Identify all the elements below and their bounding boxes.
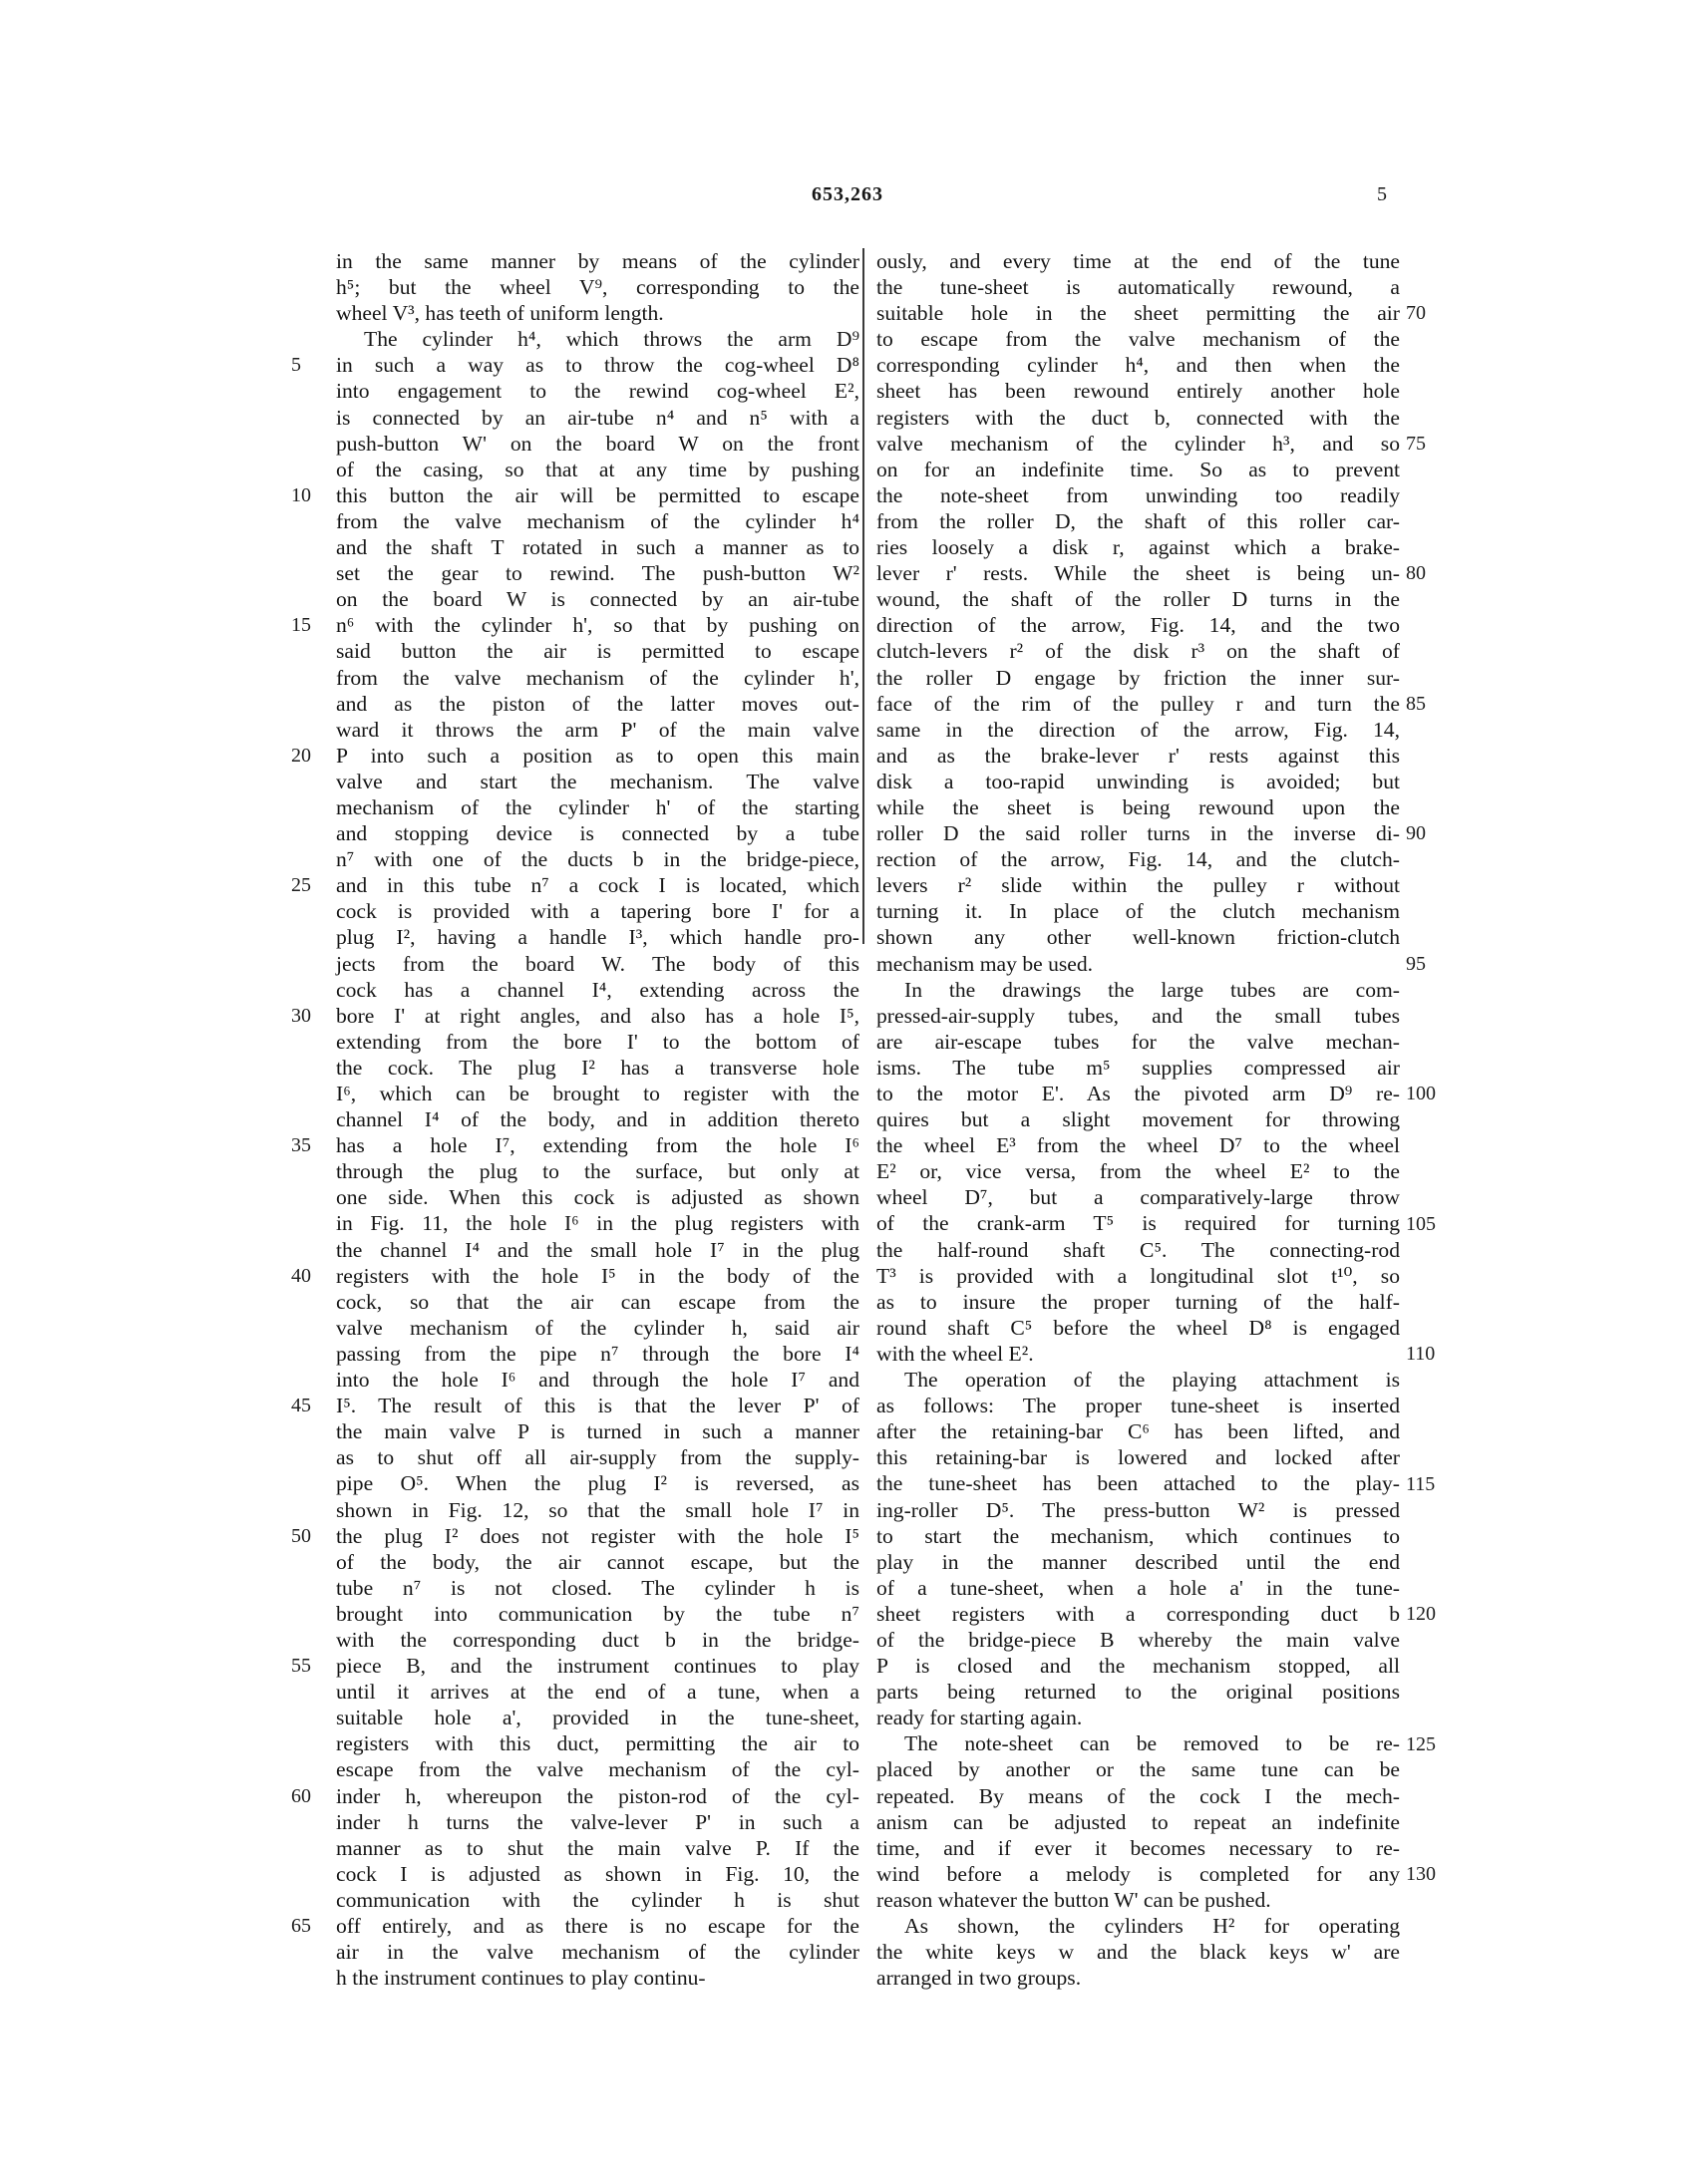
- text-line: clutch-levers r² of the disk r³ on the shaft of: [876, 639, 1400, 664]
- text-line: I⁶, which can be brought to register with the: [336, 1082, 859, 1105]
- text-line: in such a way as to throw the cog-wheel D⁸: [336, 353, 859, 378]
- text-line: from the valve mechanism of the cylinder h⁴: [336, 508, 859, 533]
- text-line: from the roller D, the shaft of this roller car-: [876, 508, 1400, 533]
- text-line: are air-escape tubes for the valve mechan-: [876, 1029, 1400, 1054]
- text-line: into engagement to the rewind cog-wheel E²,: [336, 379, 859, 404]
- text-line: the channel I⁴ and the small hole I⁷ in the plug: [336, 1237, 859, 1262]
- text-line: corresponding cylinder h⁴, and then when the: [876, 353, 1400, 378]
- text-line: mechanism may be used.: [876, 951, 1094, 976]
- text-line: passing from the pipe n⁷ through the bore I⁴: [336, 1341, 859, 1366]
- text-line: pipe O⁵. When the plug I² is reversed, as: [336, 1471, 859, 1496]
- text-line: into the hole I⁶ and through the hole I⁷ and: [336, 1368, 859, 1393]
- text-line: until it arrives at the end of a tune, when a: [336, 1680, 859, 1705]
- line-number: 125: [1406, 1732, 1436, 1755]
- line-number: 60: [291, 1784, 311, 1807]
- line-number: 35: [291, 1134, 311, 1157]
- text-line: and in this tube n⁷ a cock I is located, which: [336, 873, 859, 898]
- column-divider: [862, 248, 864, 944]
- text-line: the wheel E³ from the wheel D⁷ to the wheel: [876, 1133, 1400, 1158]
- text-line: parts being returned to the original positions: [876, 1680, 1400, 1705]
- text-line: ing-roller D⁵. The press-button W² is pressed: [876, 1497, 1400, 1522]
- line-number: 30: [291, 1004, 311, 1027]
- text-line: the half-round shaft C⁵. The connecting-rod: [876, 1237, 1400, 1262]
- text-line: on the board W is connected by an air-tube: [336, 587, 859, 612]
- text-line: of a tune-sheet, when a hole a' in the tune-: [876, 1575, 1400, 1600]
- text-line: play in the manner described until the end: [876, 1549, 1400, 1574]
- text-line: time, and if ever it becomes necessary to re-: [876, 1835, 1400, 1860]
- line-number: 115: [1406, 1472, 1436, 1495]
- line-number: 100: [1406, 1083, 1436, 1105]
- text-line: cock is provided with a tapering bore I' for a: [336, 899, 859, 924]
- line-number: 45: [291, 1395, 311, 1417]
- text-line: shown any other well-known friction-clutch: [876, 925, 1400, 950]
- text-line: while the sheet is being rewound upon the: [876, 794, 1400, 819]
- text-line: suitable hole in the sheet permitting the air: [876, 301, 1400, 326]
- line-number: 55: [291, 1655, 311, 1678]
- text-line: h the instrument continues to play continu-: [336, 1966, 706, 1991]
- text-line: disk a too-rapid unwinding is avoided; but: [876, 769, 1400, 793]
- text-line: off entirely, and as there is no escape for the: [336, 1914, 859, 1938]
- text-line: ries loosely a disk r, against which a brake-: [876, 535, 1400, 560]
- text-line: in the same manner by means of the cylinder: [336, 249, 859, 273]
- text-line: suitable hole a', provided in the tune-sheet,: [336, 1706, 859, 1730]
- text-line: ward it throws the arm P' of the main valve: [336, 717, 859, 742]
- text-line: The note-sheet can be removed to be re-: [904, 1731, 1400, 1756]
- text-line: set the gear to rewind. The push-button W²: [336, 561, 859, 586]
- text-line: wheel D⁷, but a comparatively-large throw: [876, 1185, 1400, 1210]
- text-line: as to shut off all air-supply from the supply-: [336, 1445, 859, 1470]
- text-line: the main valve P is turned in such a manner: [336, 1419, 859, 1444]
- text-line: air in the valve mechanism of the cylinder: [336, 1940, 859, 1965]
- text-line: n⁶ with the cylinder h', so that by pushing on: [336, 613, 859, 638]
- text-line: mechanism of the cylinder h' of the starting: [336, 794, 859, 819]
- text-line: said button the air is permitted to escape: [336, 639, 859, 664]
- text-line: valve mechanism of the cylinder h³, and so: [876, 431, 1400, 456]
- line-number: 110: [1406, 1343, 1436, 1366]
- text-line: one side. When this cock is adjusted as shown: [336, 1185, 859, 1210]
- line-number: 10: [291, 483, 311, 506]
- text-line: to the motor E'. As the pivoted arm D⁹ re-: [876, 1082, 1400, 1105]
- text-line: bore I' at right angles, and also has a hole I⁵,: [336, 1003, 859, 1028]
- text-line: with the corresponding duct b in the bridge-: [336, 1627, 859, 1652]
- text-line: P into such a position as to open this main: [336, 743, 859, 768]
- text-line: same in the direction of the arrow, Fig. 14,: [876, 717, 1400, 742]
- text-line: as to insure the proper turning of the half-: [876, 1289, 1400, 1314]
- text-line: the roller D engage by friction the inner sur-: [876, 665, 1400, 690]
- text-line: push-button W' on the board W on the front: [336, 431, 859, 456]
- line-number: 75: [1406, 432, 1426, 455]
- text-line: h⁵; but the wheel V⁹, corresponding to the: [336, 275, 859, 300]
- line-number: 70: [1406, 302, 1426, 325]
- line-number: 130: [1406, 1863, 1436, 1886]
- text-line: sheet registers with a corresponding duct b: [876, 1601, 1400, 1626]
- text-line: isms. The tube m⁵ supplies compressed air: [876, 1055, 1400, 1080]
- text-line: and as the piston of the latter moves out-: [336, 691, 859, 716]
- text-line: As shown, the cylinders H² for operating: [904, 1914, 1400, 1938]
- text-line: registers with the hole I⁵ in the body of the: [336, 1263, 859, 1288]
- text-line: as follows: The proper tune-sheet is inserted: [876, 1394, 1400, 1418]
- text-line: quires but a slight movement for throwing: [876, 1107, 1400, 1132]
- line-number: 85: [1406, 692, 1426, 715]
- text-line: ously, and every time at the end of the tune: [876, 249, 1400, 273]
- text-line: escape from the valve mechanism of the cyl-: [336, 1757, 859, 1782]
- text-line: inder h, whereupon the piston-rod of the cyl-: [336, 1783, 859, 1808]
- text-line: this retaining-bar is lowered and locked after: [876, 1445, 1400, 1470]
- text-line: with the wheel E².: [876, 1341, 1034, 1366]
- text-line: valve mechanism of the cylinder h, said air: [336, 1315, 859, 1340]
- text-line: turning it. In place of the clutch mechanism: [876, 899, 1400, 924]
- text-line: after the retaining-bar C⁶ has been lifted, and: [876, 1419, 1400, 1444]
- line-number: 5: [291, 354, 301, 377]
- text-line: rection of the arrow, Fig. 14, and the clutch-: [876, 847, 1400, 872]
- text-line: repeated. By means of the cock I the mech-: [876, 1783, 1400, 1808]
- text-line: E² or, vice versa, from the wheel E² to the: [876, 1159, 1400, 1184]
- text-line: of the crank-arm T⁵ is required for turning: [876, 1211, 1400, 1236]
- text-line: of the body, the air cannot escape, but the: [336, 1549, 859, 1574]
- line-number: 90: [1406, 822, 1426, 845]
- text-line: arranged in two groups.: [876, 1966, 1082, 1991]
- text-line: of the bridge-piece B whereby the main valve: [876, 1627, 1400, 1652]
- text-line: reason whatever the button W' can be pushed.: [876, 1887, 1271, 1912]
- text-line: I⁵. The result of this is that the lever P' of: [336, 1394, 859, 1418]
- line-number: 40: [291, 1264, 311, 1287]
- text-line: jects from the board W. The body of this: [336, 951, 859, 976]
- patent-number: 653,263: [812, 183, 883, 205]
- line-number: 80: [1406, 562, 1426, 585]
- left-text-column: [336, 248, 859, 1991]
- text-line: and stopping device is connected by a tube: [336, 821, 859, 846]
- text-line: direction of the arrow, Fig. 14, and the two: [876, 613, 1400, 638]
- text-line: brought into communication by the tube n⁷: [336, 1601, 859, 1626]
- line-number: 25: [291, 874, 311, 897]
- text-line: the tune-sheet has been attached to the play-: [876, 1471, 1400, 1496]
- text-line: has a hole I⁷, extending from the hole I⁶: [336, 1133, 859, 1158]
- text-line: plug I², having a handle I³, which handle pro-: [336, 925, 859, 950]
- line-number: 20: [291, 744, 311, 767]
- text-line: In the drawings the large tubes are com-: [904, 977, 1400, 1002]
- text-line: of the casing, so that at any time by pushing: [336, 457, 859, 481]
- text-line: to escape from the valve mechanism of the: [876, 327, 1400, 352]
- text-line: wound, the shaft of the roller D turns in the: [876, 587, 1400, 612]
- text-line: cock I is adjusted as shown in Fig. 10, the: [336, 1861, 859, 1886]
- text-line: the white keys w and the black keys w' are: [876, 1940, 1400, 1965]
- line-number: 95: [1406, 952, 1426, 975]
- text-line: The cylinder h⁴, which throws the arm D⁹: [364, 327, 859, 352]
- text-line: registers with the duct b, connected with the: [876, 405, 1400, 430]
- text-line: tube n⁷ is not closed. The cylinder h is: [336, 1575, 859, 1600]
- text-line: the cock. The plug I² has a transverse hole: [336, 1055, 859, 1080]
- line-number: 15: [291, 614, 311, 637]
- text-line: the tune-sheet is automatically rewound, a: [876, 275, 1400, 300]
- page-number: 5: [1377, 183, 1388, 205]
- text-line: round shaft C⁵ before the wheel D⁸ is engaged: [876, 1315, 1400, 1340]
- text-line: roller D the said roller turns in the inverse di-: [876, 821, 1400, 846]
- text-line: to start the mechanism, which continues to: [876, 1523, 1400, 1548]
- text-line: P is closed and the mechanism stopped, all: [876, 1654, 1400, 1679]
- text-line: the plug I² does not register with the hole I⁵: [336, 1523, 859, 1548]
- text-line: inder h turns the valve-lever P' in such a: [336, 1809, 859, 1834]
- text-line: cock has a channel I⁴, extending across the: [336, 977, 859, 1002]
- text-line: lever r' rests. While the sheet is being un-: [876, 561, 1400, 586]
- text-line: is connected by an air-tube n⁴ and n⁵ with a: [336, 405, 859, 430]
- text-line: placed by another or the same tune can be: [876, 1757, 1400, 1782]
- text-line: manner as to shut the main valve P. If the: [336, 1835, 859, 1860]
- text-line: shown in Fig. 12, so that the small hole I⁷ in: [336, 1497, 859, 1522]
- text-line: on for an indefinite time. So as to prevent: [876, 457, 1400, 481]
- text-line: this button the air will be permitted to escape: [336, 482, 859, 507]
- text-line: extending from the bore I' to the bottom of: [336, 1029, 859, 1054]
- text-line: the note-sheet from unwinding too readily: [876, 482, 1400, 507]
- text-line: registers with this duct, permitting the air to: [336, 1731, 859, 1756]
- line-number: 105: [1406, 1212, 1436, 1235]
- text-line: in Fig. 11, the hole I⁶ in the plug registers with: [336, 1211, 859, 1236]
- line-number: 120: [1406, 1603, 1436, 1626]
- text-line: n⁷ with one of the ducts b in the bridge-piece,: [336, 847, 859, 872]
- text-line: and as the brake-lever r' rests against this: [876, 743, 1400, 768]
- text-line: channel I⁴ of the body, and in addition thereto: [336, 1107, 859, 1132]
- text-line: levers r² slide within the pulley r without: [876, 873, 1400, 898]
- text-line: anism can be adjusted to repeat an indefinite: [876, 1809, 1400, 1834]
- text-line: valve and start the mechanism. The valve: [336, 769, 859, 793]
- text-line: communication with the cylinder h is shut: [336, 1887, 859, 1912]
- text-line: face of the rim of the pulley r and turn the: [876, 691, 1400, 716]
- text-line: wind before a melody is completed for any: [876, 1861, 1400, 1886]
- line-number: 50: [291, 1524, 311, 1547]
- right-text-column: [876, 248, 1400, 1991]
- text-line: wheel V³, has teeth of uniform length.: [336, 301, 664, 326]
- text-line: and the shaft T rotated in such a manner as to: [336, 535, 859, 560]
- text-line: T³ is provided with a longitudinal slot t¹⁰, so: [876, 1263, 1400, 1288]
- line-number: 65: [291, 1915, 311, 1938]
- text-line: pressed-air-supply tubes, and the small tubes: [876, 1003, 1400, 1028]
- text-line: from the valve mechanism of the cylinder h',: [336, 665, 859, 690]
- text-line: The operation of the playing attachment is: [904, 1368, 1400, 1393]
- text-line: sheet has been rewound entirely another hole: [876, 379, 1400, 404]
- text-line: piece B, and the instrument continues to play: [336, 1654, 859, 1679]
- text-line: cock, so that the air can escape from the: [336, 1289, 859, 1314]
- text-line: through the plug to the surface, but only at: [336, 1159, 859, 1184]
- text-line: ready for starting again.: [876, 1706, 1083, 1730]
